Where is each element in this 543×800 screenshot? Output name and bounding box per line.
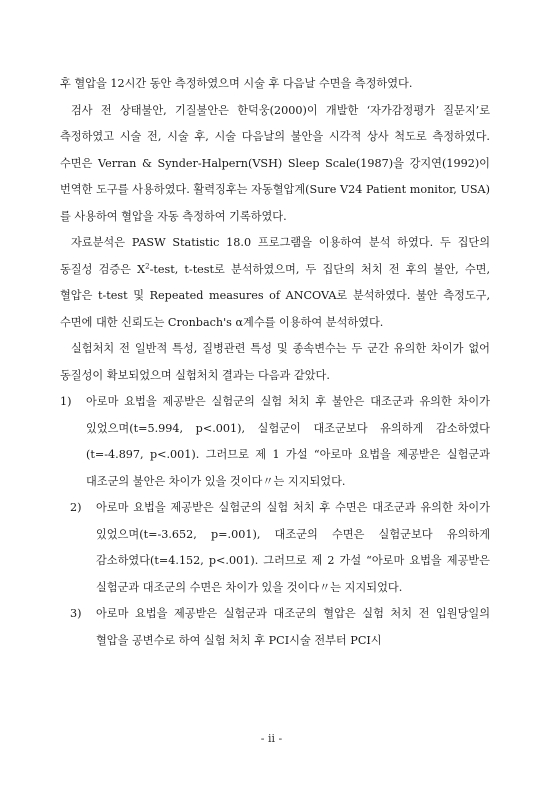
chi-square-superscript: 2 [145,261,150,270]
page-number: - ii - [260,732,283,745]
result-item-2 [70,495,490,601]
item-text: 아로마 요법을 제공받은 실험군과 대조군의 혈압은 실험 처치 전 입원당일의 혈압을 공변수로 하여 실험 처치 후 PCI시술 전부터 PCI시 [96,607,490,647]
analysis-text-part-1: 자료분석은 PASW Statistic 18.0 프로그램을 이용하여 분석 하였다. 두 집단의 동질성 검증은 X [60,236,490,276]
analysis-text-part-2: -test, t-test로 분석하였으며, 두 집단의 처치 전 후의 불안, 수면, 혈압은 t-test 및 Repeated measures of ANCOVA로 분석하였다. 불안 측정도구, 수면에 대한 신뢰도는 Cronbach's α계수를 이용하여 분석하였다. [60,262,491,329]
page-body [60,71,490,654]
item-number: 1) [60,395,72,408]
item-text: 아로마 요법을 제공받은 실험군의 실험 처치 후 수면은 대조군과 유의한 차이가 있었으며(t=-3.652, p=.001), 대조군의 수면은 실험군보다 유의하게 감소하였다(t=4.152, p<.001). 그러므로 제 2 가설 “아로마 요법을 제공받은 실험군과 대조군의 수면은 차이가 있을 것이다〃는 지지되었다. [96,501,490,594]
item-number: 2) [70,501,82,514]
paragraph-continuation: 후 혈압을 12시간 동안 측정하였으며 시술 후 다음날 수면을 측정하였다. [60,77,413,90]
result-item-3 [70,601,490,654]
paragraph-homogeneity: 실험처치 전 일반적 특성, 질병관련 특성 및 종속변수는 두 군간 유의한 차이가 없어 동질성이 확보되었으며 실험처치 결과는 다음과 같았다. [60,342,490,382]
item-number: 3) [70,607,82,620]
paragraph-data-analysis [60,230,490,336]
paragraph-measurement-tools: 검사 전 상태불안, 기질불안은 한덕웅(2000)이 개발한 ‘자가감정평가 질문지’로 측정하였고 시술 전, 시술 후, 시술 다음날의 불안을 시각적 상사 척도로 측정하였다. 수면은 Verran & Synder-Halpern(VSH) Sleep Scale(1987)을 강지연(1992)이 번역한 도구를 사용하였다. 활력징후는 자동혈압계(Sure V24 Patient monitor, USA)를 사용하여 혈압을 자동 측정하여 기록하였다. [60,103,490,223]
result-item-1 [60,389,490,495]
item-text: 아로마 요법을 제공받은 실험군의 실험 처치 후 불안은 대조군과 유의한 차이가 있었으며(t=5.994, p<.001), 실험군이 대조군보다 유의하게 감소하였다(t=-4.897, p<.001). 그러므로 제 1 가설 “아로마 요법을 제공받은 실험군과 대조군의 불안은 차이가 있을 것이다〃는 지지되었다. [86,395,490,488]
